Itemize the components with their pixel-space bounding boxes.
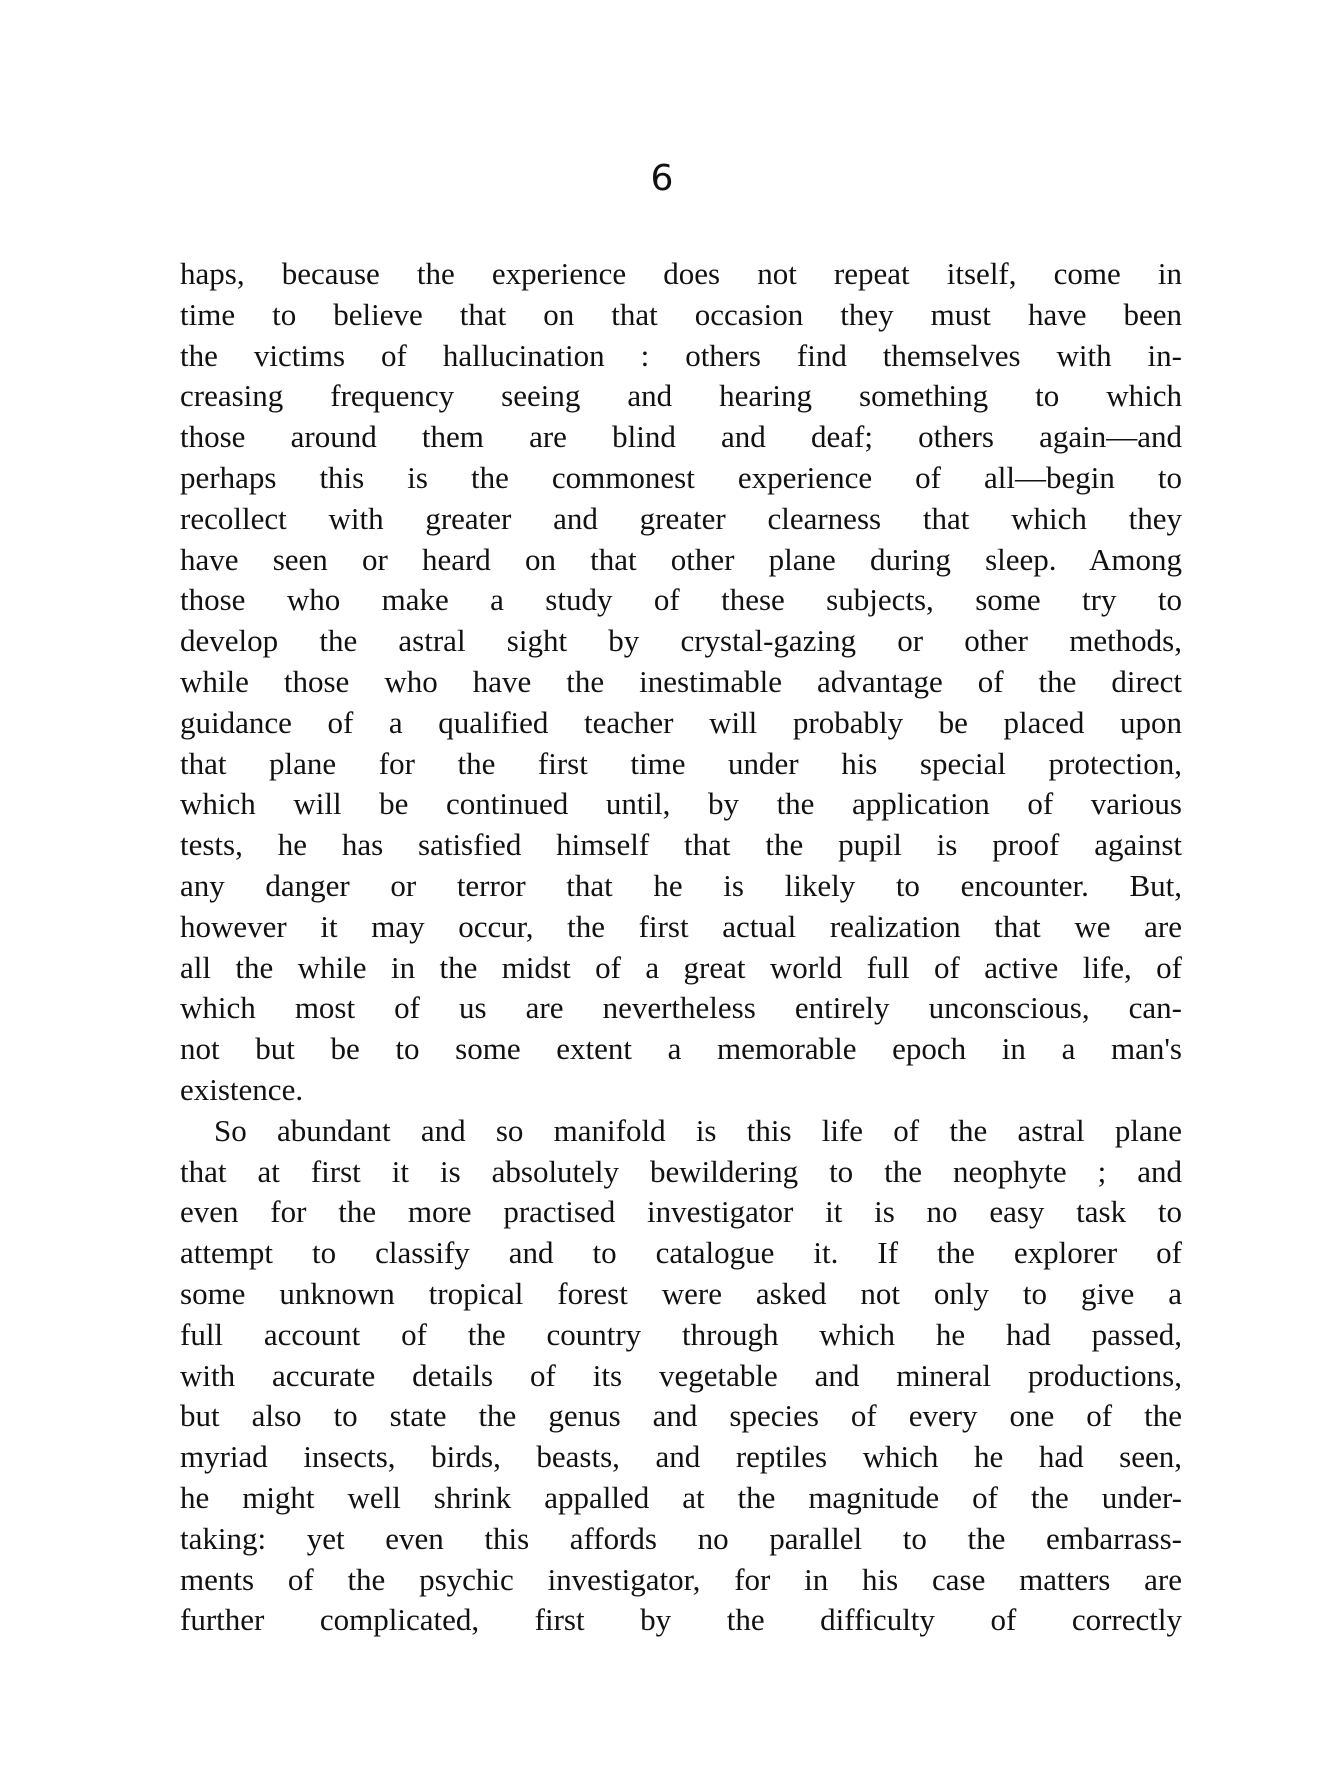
text-line: perhaps this is the commonest experience of all—begin to <box>180 459 1182 495</box>
text-line: the victims of hallucination : others find themselves with in- <box>180 337 1182 373</box>
text-line: any danger or terror that he is likely to encounter. But, <box>180 867 1182 903</box>
text-line: which will be continued until, by the application of various <box>180 786 1182 822</box>
text-line: however it may occur, the first actual realization that we are <box>180 908 1182 944</box>
text-line: time to believe that on that occasion they must have been <box>180 296 1182 332</box>
text-line: develop the astral sight by crystal-gazing or other methods, <box>180 623 1182 659</box>
text-line: which most of us are nevertheless entirely unconscious, can- <box>180 990 1182 1026</box>
text-line: all the while in the midst of a great world full of active life, of <box>180 949 1182 985</box>
text-line: while those who have the inestimable advantage of the direct <box>180 663 1182 699</box>
text-line: with accurate details of its vegetable and mineral productions, <box>180 1357 1182 1393</box>
text-line: some unknown tropical forest were asked not only to give a <box>180 1275 1182 1311</box>
text-line: myriad insects, birds, beasts, and reptiles which he had seen, <box>180 1439 1182 1475</box>
text-line: tests, he has satisfied himself that the pupil is proof against <box>180 827 1182 863</box>
text-line: recollect with greater and greater clearness that which they <box>180 500 1182 536</box>
text-line: have seen or heard on that other plane during sleep. Among <box>180 541 1182 577</box>
page-number: 6 <box>650 158 674 199</box>
text-line: taking: yet even this affords no parallel to the embarrass- <box>180 1520 1182 1556</box>
text-line: that plane for the first time under his special protection, <box>180 745 1182 781</box>
text-line: those around them are blind and deaf; others again—and <box>180 419 1182 455</box>
text-line: but also to state the genus and species of every one of the <box>180 1398 1182 1434</box>
text-line: So abundant and so manifold is this life of the astral plane <box>214 1112 1182 1148</box>
text-line: ments of the psychic investigator, for in his case matters are <box>180 1561 1182 1597</box>
text-line: further complicated, first by the difficulty of correctly <box>180 1602 1182 1638</box>
text-line: not but be to some extent a memorable epoch in a man's <box>180 1031 1182 1067</box>
text-line: full account of the country through which he had passed, <box>180 1316 1182 1352</box>
text-line: haps, because the experience does not repeat itself, come in <box>180 256 1182 291</box>
text-line: even for the more practised investigator it is no easy task to <box>180 1194 1182 1230</box>
text-line: existence. <box>180 1071 304 1107</box>
text-line: those who make a study of these subjects, some try to <box>180 582 1182 618</box>
text-line: that at first it is absolutely bewildering to the neophyte ; and <box>180 1153 1182 1189</box>
text-line: he might well shrink appalled at the magnitude of the under- <box>180 1479 1182 1515</box>
body-text <box>180 254 1182 1641</box>
text-line: attempt to classify and to catalogue it. If the explorer of <box>180 1235 1182 1271</box>
text-line: creasing frequency seeing and hearing something to which <box>180 378 1182 414</box>
text-line: guidance of a qualified teacher will probably be placed upon <box>180 704 1182 740</box>
